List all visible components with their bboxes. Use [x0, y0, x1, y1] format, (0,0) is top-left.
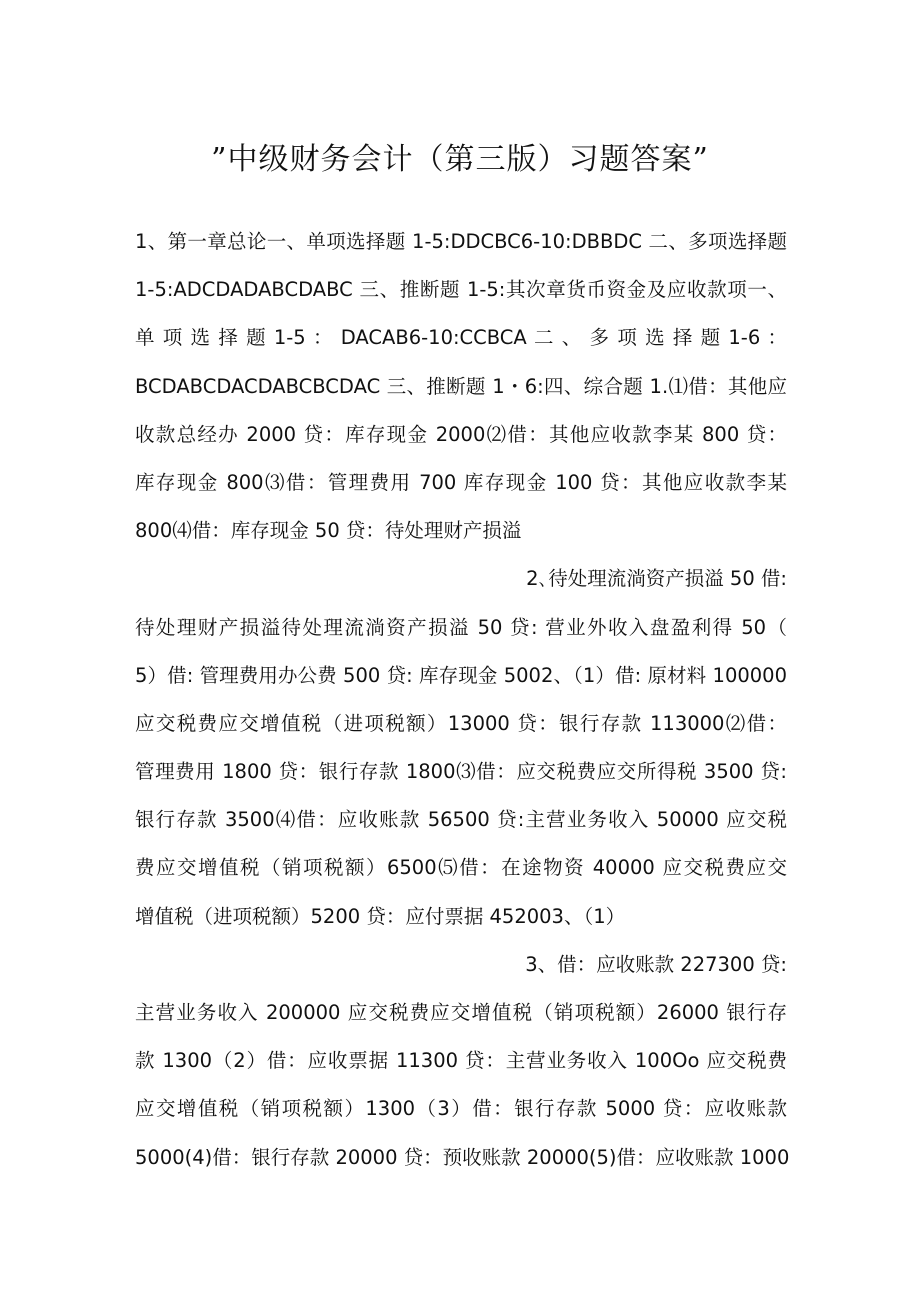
text-line: 银行存款 3500⑷借：应收账款 56500 贷:主营业务收入 50000 应交税 [135, 808, 787, 832]
answer-body [135, 218, 790, 1182]
text-line: 单 项 选 择 题 1-5 ： DACAB6-10:CCBCA 二 、 多 项 选 择 题 1-6 ： [135, 326, 787, 350]
text-line: 5000(4)借：银行存款 20000 贷：预收账款 20000(5)借：应收账款 1000 [135, 1145, 790, 1169]
text-line: 增值税（进项税额）5200 贷：应付票据 452003、（1） [135, 904, 626, 928]
text-line: 主营业务收入 200000 应交税费应交增值税（销项税额）26000 银行存 [135, 1001, 787, 1024]
text-line: 费应交增值税（销项税额）6500⑸借：在途物资 40000 应交税费应交 [135, 856, 787, 880]
text-line: 800⑷借：库存现金 50 贷：待处理财产损溢 [135, 519, 522, 543]
text-line: 管理费用 1800 贷：银行存款 1800⑶借：应交税费应交所得税 3500 贷: [135, 760, 787, 784]
text-line: 款 1300（2）借：应收票据 11300 贷：主营业务收入 100Oo 应交税费 [135, 1049, 787, 1073]
text-line: 1、第一章总论一、单项选择题 1-5:DDCBC6-10:DBBDC 二、多项选择题 [135, 230, 787, 253]
text-line: 2､待处理流淌资产损溢 50 借: [526, 567, 787, 591]
text-line: 库存现金 800⑶借：管理费用 700 库存现金 100 贷：其他应收款李某 [135, 470, 787, 494]
text-line: 应交税费应交增值税（进项税额）13000 贷：银行存款 113000⑵借： [135, 711, 787, 735]
text-line: 收款总经办 2000 贷：库存现金 2000⑵借：其他应收款李某 800 贷： [135, 422, 787, 446]
document-title: ”中级财务会计（第三版）习题答案” [211, 142, 709, 177]
text-line: 待处理财产损溢待处理流淌资产损溢 50 贷: 营业外收入盘盈利得 50（ [135, 615, 787, 639]
text-line: 3、借：应收账款 227300 贷: [525, 952, 787, 976]
text-line: 应交增值税（销项税额）1300（3）借：银行存款 5000 贷：应收账款 [135, 1097, 787, 1121]
text-line: 5）借: 管理费用办公费 500 贷: 库存现金 5002、（1）借: 原材料 100000 [135, 663, 787, 687]
text-line: 1-5:ADCDADABCDABC 三、推断题 1-5:其次章货币资金及应收款项一、 [135, 278, 787, 302]
text-line: BCDABCDACDABCBCDAC 三、推断题 1・6:四、综合题 1.⑴借：其他应 [135, 374, 787, 398]
